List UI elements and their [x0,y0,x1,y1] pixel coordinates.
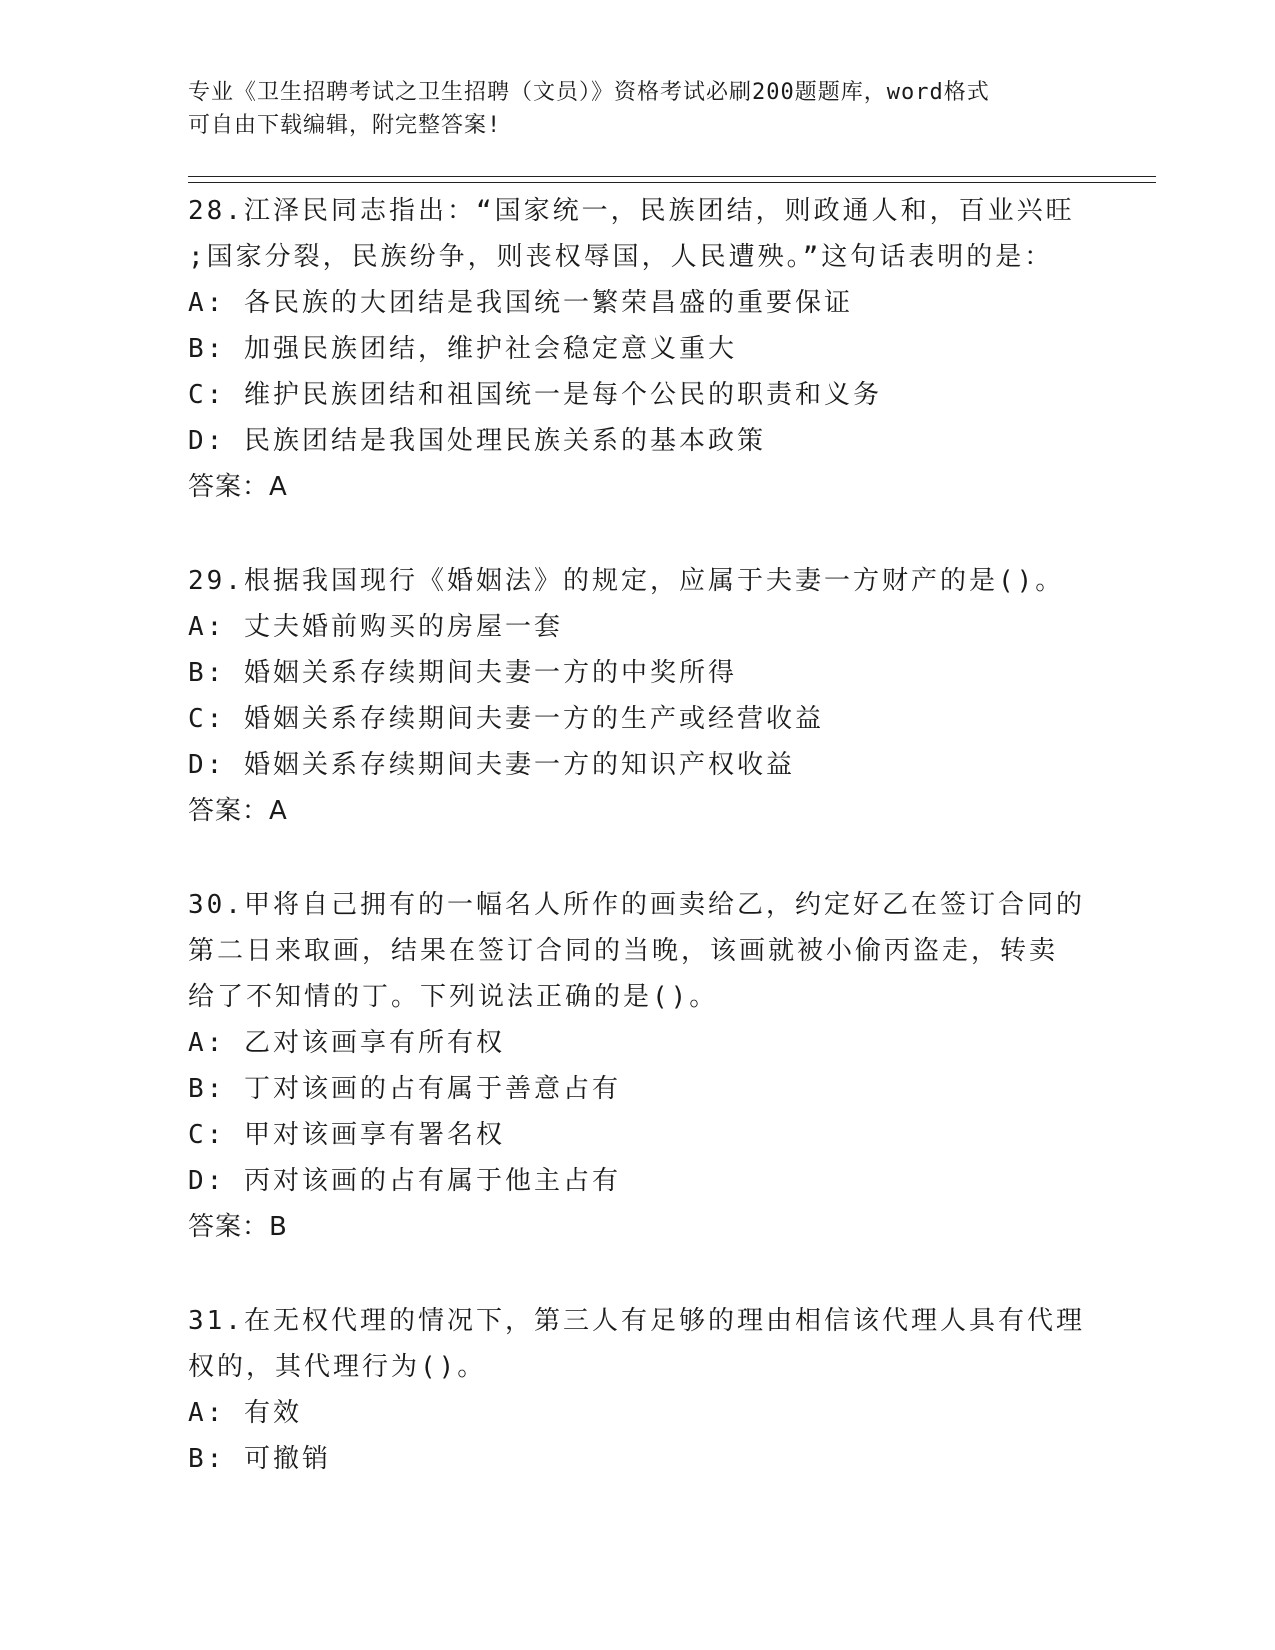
option-b: B: 丁对该画的占有属于善意占有 [188,1074,621,1104]
option-a: A: 丈夫婚前购买的房屋一套 [188,612,563,642]
option-c: C: 甲对该画享有署名权 [188,1120,505,1150]
question-28 [188,188,1088,510]
question-30 [188,882,1088,1250]
option-d: D: 丙对该画的占有属于他主占有 [188,1166,621,1196]
header-line-1: 专业《卫生招聘考试之卫生招聘（文员）》资格考试必刷200题题库，word格式 [188,80,990,105]
answer-label: 答案：A [188,796,288,826]
question-spacer [188,510,1088,558]
question-31 [188,1298,1088,1482]
option-b: B: 可撤销 [188,1444,331,1474]
option-d: D: 民族团结是我国处理民族关系的基本政策 [188,426,766,456]
option-a: A: 乙对该画享有所有权 [188,1028,505,1058]
question-spacer [188,834,1088,882]
question-text: 给了不知情的丁。下列说法正确的是()。 [188,982,719,1012]
option-b: B: 加强民族团结，维护社会稳定意义重大 [188,334,737,364]
document-header [188,76,1068,142]
question-29 [188,558,1088,834]
header-divider-top [188,176,1156,177]
question-text: 29.根据我国现行《婚姻法》的规定，应属于夫妻一方财产的是()。 [188,566,1065,596]
option-a: A: 各民族的大团结是我国统一繁荣昌盛的重要保证 [188,288,853,318]
answer-label: 答案：B [188,1212,288,1242]
option-b: B: 婚姻关系存续期间夫妻一方的中奖所得 [188,658,737,688]
header-line-2: 可自由下载编辑，附完整答案! [188,113,502,138]
question-list [188,188,1088,1482]
option-a: A: 有效 [188,1398,302,1428]
question-text: 28.江泽民同志指出：“国家统一，民族团结，则政通人和，百业兴旺 [188,196,1075,226]
question-spacer [188,1250,1088,1298]
option-c: C: 婚姻关系存续期间夫妻一方的生产或经营收益 [188,704,824,734]
question-text: ;国家分裂，民族纷争，则丧权辱国，人民遭殃。”这句话表明的是： [188,242,1054,272]
question-text: 30.甲将自己拥有的一幅名人所作的画卖给乙，约定好乙在签订合同的 [188,890,1085,920]
question-text: 31.在无权代理的情况下，第三人有足够的理由相信该代理人具有代理 [188,1306,1085,1336]
option-d: D: 婚姻关系存续期间夫妻一方的知识产权收益 [188,750,795,780]
question-text: 权的，其代理行为()。 [188,1352,487,1382]
header-divider-bottom [188,182,1156,183]
answer-label: 答案：A [188,472,288,502]
question-text: 第二日来取画，结果在签订合同的当晚，该画就被小偷丙盗走，转卖 [188,936,1059,966]
option-c: C: 维护民族团结和祖国统一是每个公民的职责和义务 [188,380,882,410]
